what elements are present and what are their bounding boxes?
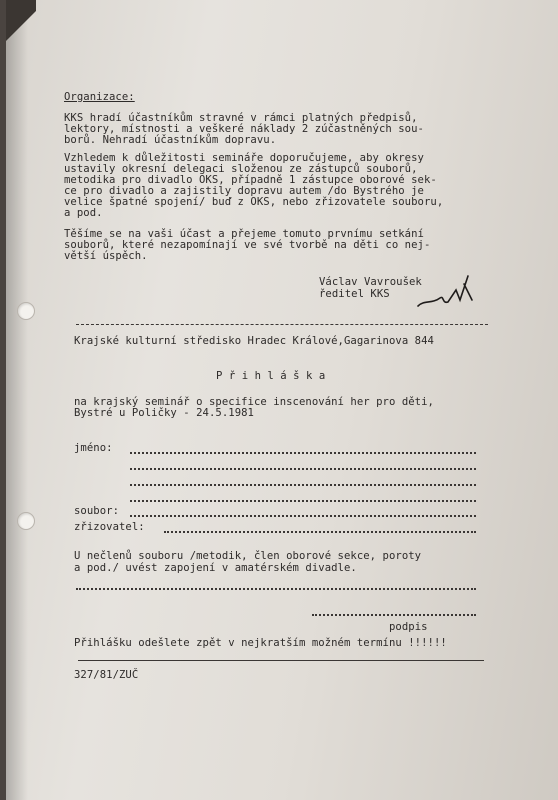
page-corner [6,0,36,60]
form-subtitle-line1: na krajský seminář o specifice inscenování her pro děti, [74,396,434,408]
document-page [6,0,558,800]
paragraph1-line3: borů. Nehradí účastníkům dopravu. [64,134,277,146]
name-label: jméno: [74,442,113,454]
paragraph2-line6: a pod. [64,207,103,219]
section-heading: Organizace: [64,91,135,103]
page-shadow [6,0,28,800]
founder-field[interactable] [164,531,476,533]
founder-label: zřizovatel: [74,521,145,533]
paragraph2-line2: ustavily okresní delegaci složenou ze zástupců souborů, [64,163,418,175]
cut-line [76,324,488,325]
paragraph1-line2: lektory, místnosti a veškeré náklady 2 zúčastněných sou- [64,123,424,135]
note-line1: U nečlenů souboru /metodik, člen oborové sekce, poroty [74,550,422,562]
handwritten-signature [412,270,482,315]
organization-address: Krajské kulturní středisko Hradec Králové,Gagarinova 844 [74,335,434,347]
note-line2: a pod./ uvést zapojení v amatérském divadle. [74,562,357,574]
signature-field[interactable] [312,614,476,616]
signatory-title: ředitel KKS [319,288,390,300]
name-field-line1[interactable] [130,452,476,454]
form-title: P ř i h l á š k a [216,370,326,382]
reference-number: 327/81/ZUČ [74,669,139,681]
name-field-line3[interactable] [130,484,476,486]
form-subtitle-line2: Bystré u Poličky - 24.5.1981 [74,407,254,419]
paragraph2-line1: Vzhledem k důležitosti semináře doporučujeme, aby okresy [64,152,424,164]
instruction-text: Přihlášku odešlete zpět v nejkratším možném termínu !!!!!! [74,637,447,649]
paragraph3-line1: Těšíme se na vaši účast a přejeme tomuto prvnímu setkání [64,228,424,240]
paragraph1-line1: KKS hradí účastníkům stravné v rámci platných předpisů, [64,112,418,124]
name-field-line2[interactable] [130,468,476,470]
ensemble-field[interactable] [130,515,476,517]
involvement-field[interactable] [76,588,476,590]
signatory-name: Václav Vavroušek [319,276,422,288]
paragraph2-line5: velice špatné spojení/ buď z OKS, nebo zřizovatele souboru, [64,196,444,208]
bottom-rule [78,660,484,661]
signature-label: podpis [389,621,428,633]
paragraph2-line3: metodika pro divadlo OKS, případně 1 zástupce oborové sek- [64,174,437,186]
paragraph2-line4: ce pro divadlo a zajistily dopravu autem /do Bystrého je [64,185,424,197]
paragraph3-line3: větší úspěch. [64,250,148,262]
name-field-line4[interactable] [130,500,476,502]
paragraph3-line2: souborů, které nezapomínají ve své tvorbě na děti co nej- [64,239,431,251]
ensemble-label: soubor: [74,505,119,517]
punch-hole-top [17,302,35,320]
punch-hole-bottom [17,512,35,530]
